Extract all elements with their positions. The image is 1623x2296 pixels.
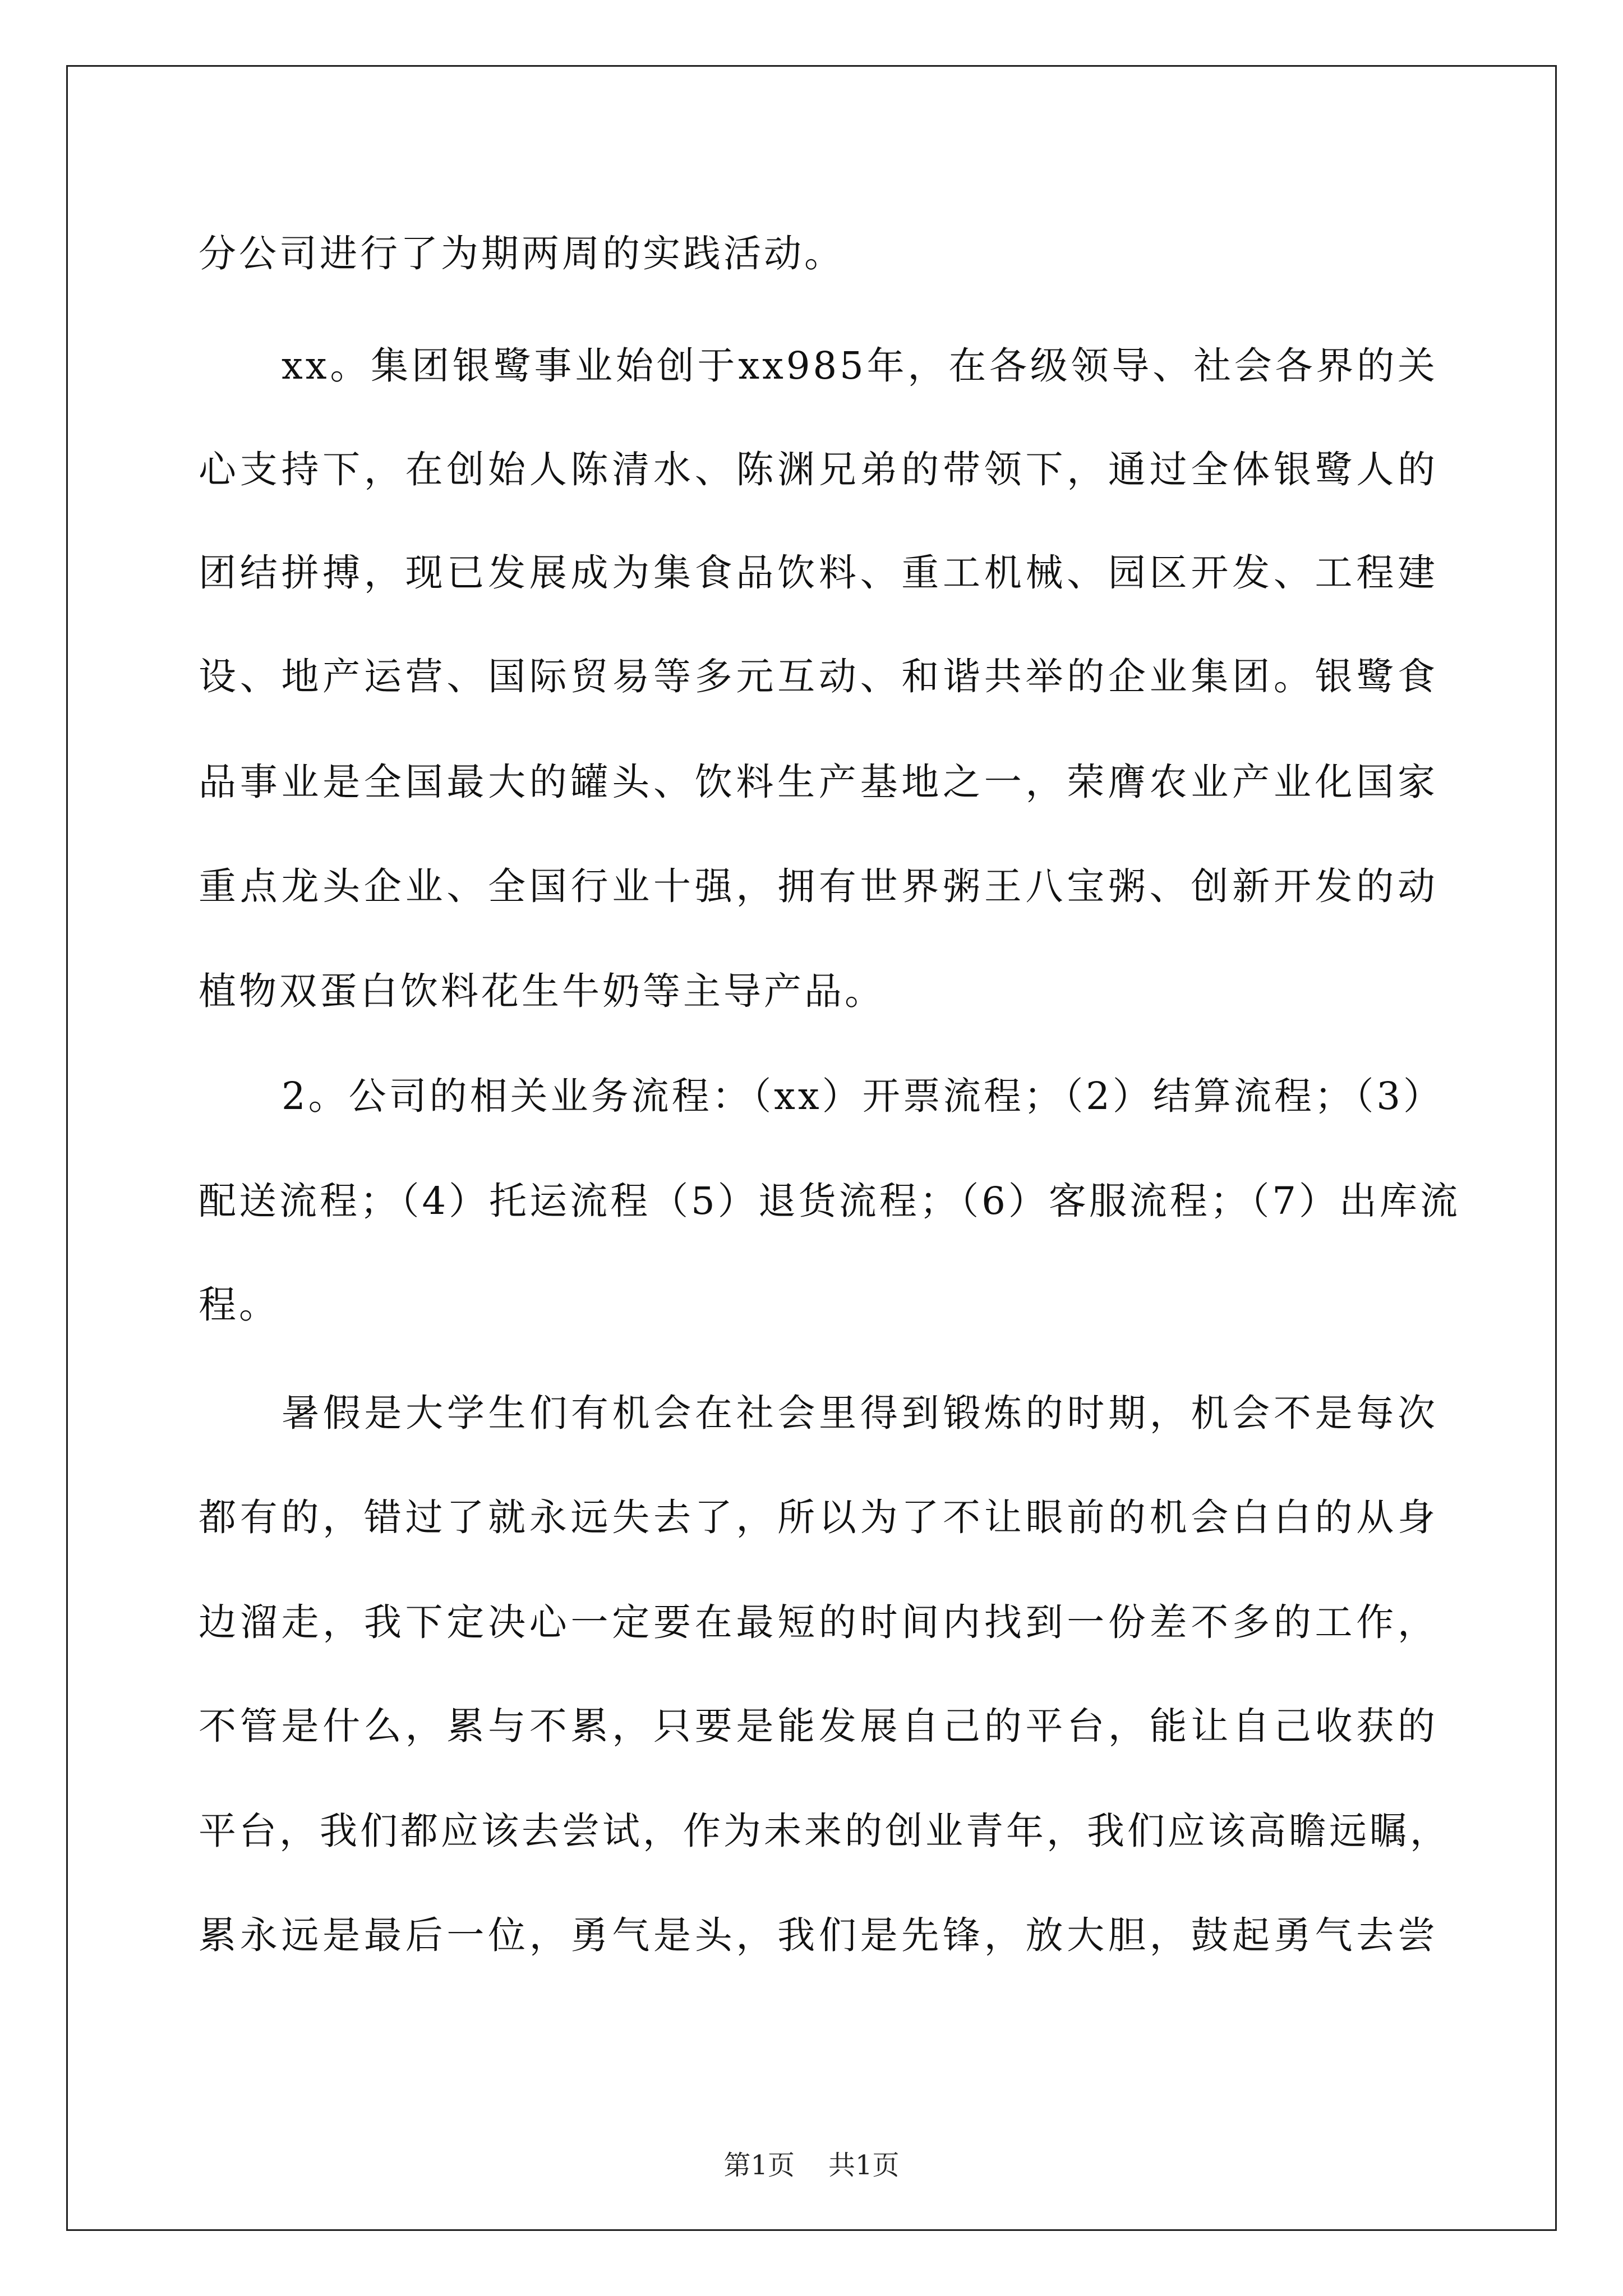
paragraph-3-line-1: 2。公司的相关业务流程：（xx）开票流程；（2）结算流程；（3） — [282, 1074, 1444, 1118]
paragraph-4-line-6: 累永远是最后一位，勇气是头，我们是先锋，放大胆，鼓起勇气去尝 — [199, 1913, 1438, 1957]
paragraph-4-line-1: 暑假是大学生们有机会在社会里得到锻炼的时期，机会不是每次 — [282, 1391, 1438, 1435]
paragraph-1-line-1: 分公司进行了为期两周的实践活动。 — [199, 232, 845, 275]
paragraph-3-line-2: 配送流程；（4）托运流程（5）退货流程；（6）客服流程；（7）出库流 — [199, 1179, 1461, 1223]
paragraph-2-line-3: 团结拼搏，现已发展成为集食品饮料、重工机械、园区开发、工程建 — [199, 551, 1438, 595]
page-footer — [0, 2143, 1623, 2188]
page-number: 第1页 — [723, 2150, 795, 2181]
paragraph-2-line-7: 植物双蛋白饮料花生牛奶等主导产品。 — [199, 969, 885, 1013]
paragraph-4-line-2: 都有的，错过了就永远失去了，所以为了不让眼前的机会白白的从身 — [199, 1496, 1438, 1539]
paragraph-4-line-3: 边溜走，我下定决心一定要在最短的时间内找到一份差不多的工作， — [199, 1600, 1438, 1644]
total-pages: 共1页 — [828, 2150, 900, 2181]
paragraph-4-line-4: 不管是什么，累与不累，只要是能发展自己的平台，能让自己收获的 — [199, 1704, 1438, 1748]
paragraph-2-line-6: 重点龙头企业、全国行业十强，拥有世界粥王八宝粥、创新开发的动 — [199, 864, 1438, 908]
paragraph-4-line-5: 平台，我们都应该去尝试，作为未来的创业青年，我们应该高瞻远瞩， — [199, 1809, 1450, 1853]
paragraph-2-line-5: 品事业是全国最大的罐头、饮料生产基地之一，荣膺农业产业化国家 — [199, 760, 1438, 804]
paragraph-2-line-1: xx。集团银鹭事业始创于xx985年，在各级领导、社会各界的关 — [282, 344, 1438, 388]
paragraph-2-line-2: 心支持下，在创始人陈清水、陈渊兄弟的带领下，通过全体银鹭人的 — [199, 448, 1438, 491]
paragraph-2-line-4: 设、地产运营、国际贸易等多元互动、和谐共举的企业集团。银鹭食 — [199, 655, 1438, 698]
paragraph-3-line-3: 程。 — [199, 1283, 279, 1327]
